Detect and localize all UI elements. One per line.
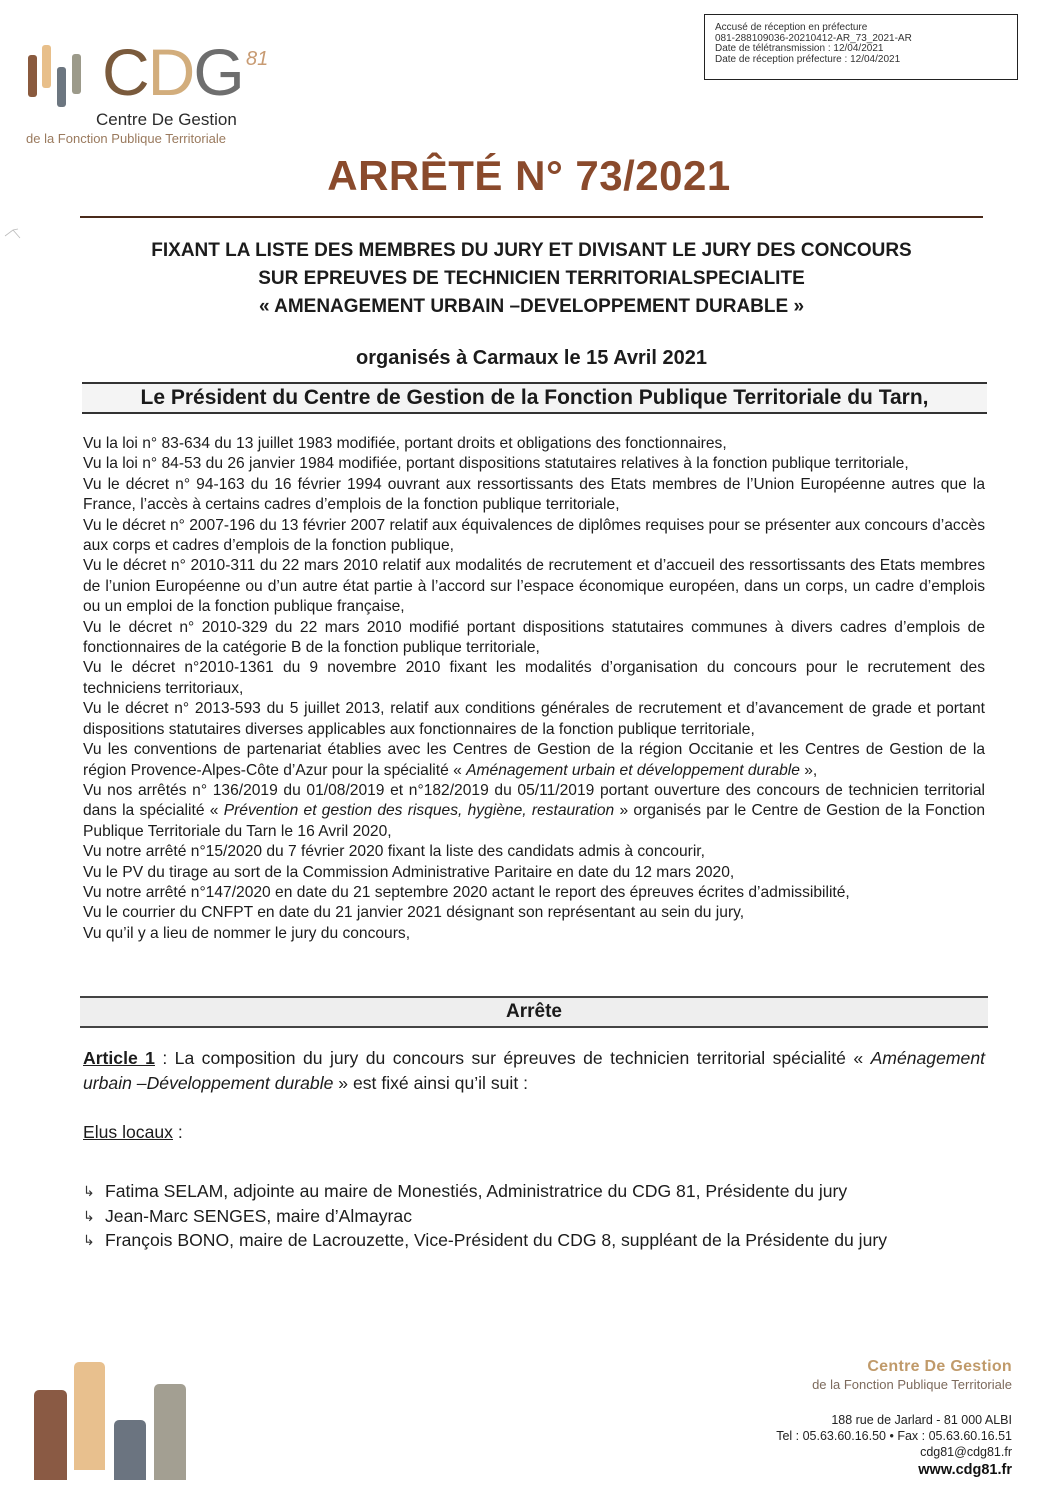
visa-text: Vu les conventions de partenariat établies avec les Centres de Gestion de la région Occitanie et les Centres de Gestion de la région Provence-Alpes-Côte d’Azur pour la spécialité « xyxy=(83,741,985,779)
elus-heading xyxy=(83,1122,183,1143)
footer-logo-bars xyxy=(30,1360,160,1490)
visa-item: Vu la loi n° 83-634 du 13 juillet 1983 modifiée, portant droits et obligations des fonctionnaires, xyxy=(83,435,727,452)
footer-address: 188 rue de Jarlard - 81 000 ALBI xyxy=(831,1413,1012,1427)
visa-item: Vu le décret n°2010-1361 du 9 novembre 2010 fixant les modalités d’organisation du concours pour le recrutement des techniciens territoriaux, xyxy=(83,659,985,697)
visa-text: » organisés par le Centre de Gestion de la Fonction Publique Territoriale du Tarn le 16 Avril 2020, xyxy=(83,802,985,840)
visa-item: Vu le PV du tirage au sort de la Commission Administrative Paritaire en date du 12 mars 2020, xyxy=(83,863,735,881)
visa-text: », xyxy=(799,761,818,779)
footer-phone-fax: Tel : 05.63.60.16.50 • Fax : 05.63.60.16.51 xyxy=(776,1429,1012,1443)
document-subtitle xyxy=(80,237,983,321)
jury-members-list xyxy=(83,1179,1003,1253)
cdg81-logo xyxy=(26,35,276,150)
stamp-line: Date de réception préfecture : 12/04/2021 xyxy=(715,53,901,65)
article-1 xyxy=(83,1046,985,1096)
stamp-line: 081-288109036-20210412-AR_73_2021-AR xyxy=(715,32,912,44)
visa-item: Vu la loi n° 84-53 du 26 janvier 1984 modifiée, portant dispositions statutaires relatives à la fonction publique territoriale, xyxy=(83,455,909,473)
footer-contact xyxy=(776,1358,1012,1480)
elus-label: Elus locaux xyxy=(83,1122,173,1142)
scan-mark-icon xyxy=(4,226,24,246)
stamp-line: Date de télétransmission : 12/04/2021 xyxy=(715,43,884,54)
prefecture-receipt-stamp xyxy=(704,14,1018,80)
subtitle-line: SUR EPREUVES DE TECHNICIEN TERRITORIALSPECIALITE xyxy=(258,268,805,289)
logo-superscript: 81 xyxy=(246,48,269,70)
article-italic: Aménagement urbain –Développement durable xyxy=(83,1048,985,1093)
visas-list xyxy=(83,434,985,944)
logo-letter-c: C xyxy=(102,35,148,109)
visa-item: Vu le décret n° 2010-311 du 22 mars 2010 relatif aux modalités de recrutement et d’accueil des ressortissants des Etats membres de l’union Européenne ou d’un autre état partie à l’accord sur l’espace économique européen, dans un corps, un cadre d’emplois ou un emploi de la fonction publique française, xyxy=(83,557,985,616)
logo-bar xyxy=(28,55,37,97)
logo-bar xyxy=(42,45,51,88)
visa-item: Vu qu’il y a lieu de nommer le jury du concours, xyxy=(83,924,411,942)
member-text: Fatima SELAM, adjointe au maire de Monestiés, Administratrice du CDG 81, Présidente du jury xyxy=(105,1181,848,1201)
arrow-bullet-icon: ↳ xyxy=(83,1232,95,1248)
visa-item: Vu le courrier du CNFPT en date du 21 janvier 2021 désignant son représentant au sein du jury, xyxy=(83,904,745,922)
visa-text: Vu nos arrêtés n° 136/2019 du 01/08/2019 et n°182/2019 du 05/11/2019 portant ouverture des concours de technicien territorial dans la spécialité « xyxy=(83,781,985,820)
visa-italic: Prévention et gestion des risques, hygiène, restauration xyxy=(223,802,615,820)
visa-italic: Aménagement urbain et développement durable xyxy=(466,761,800,779)
arrete-heading: Arrête xyxy=(80,996,988,1028)
footer-bar xyxy=(34,1390,67,1480)
footer-org-subtitle: de la Fonction Publique Territoriale xyxy=(812,1377,1012,1392)
logo-bar xyxy=(57,67,66,107)
subtitle-line: « AMENAGEMENT URBAIN –DEVELOPPEMENT DURABLE » xyxy=(258,296,805,317)
logo-letter-d: D xyxy=(147,35,194,109)
footer-bar xyxy=(114,1420,146,1480)
logo-line2: de la Fonction Publique Territoriale xyxy=(26,131,226,146)
visa-item: Vu le décret n° 2013-593 du 5 juillet 2013, relatif aux conditions générales de recrutement et d’avancement de grade et portant dispositions statutaires diverses applicables aux fonctionnaires de la fonction publique territoriale, xyxy=(83,700,985,738)
visa-item: Vu le décret n° 2010-329 du 22 mars 2010 modifié portant dispositions statutaires communes à divers cadres d’emplois de fonctionnaires de la catégorie B de la fonction publique territoriale, xyxy=(83,618,985,657)
visa-item xyxy=(83,781,985,842)
title-divider xyxy=(80,216,983,218)
president-heading: Le Président du Centre de Gestion de la Fonction Publique Territoriale du Tarn, xyxy=(82,382,987,414)
footer-email[interactable]: cdg81@cdg81.fr xyxy=(920,1445,1012,1459)
visa-item: Vu notre arrêté n°147/2020 en date du 21 septembre 2020 actant le report des épreuves écrites d’admissibilité, xyxy=(83,883,850,901)
jury-member xyxy=(83,1179,1003,1204)
visa-item: Vu le décret n° 2007-196 du 13 février 2007 relatif aux équivalences de diplômes requises pour se présenter aux concours d’accès aux corps et cadres d’emplois de la fonction publique, xyxy=(83,516,985,555)
jury-member xyxy=(83,1228,1003,1253)
subtitle-line: FIXANT LA LISTE DES MEMBRES DU JURY ET DIVISANT LE JURY DES CONCOURS xyxy=(151,240,912,261)
article-text: » est fixé ainsi qu’il suit : xyxy=(333,1073,529,1093)
footer-bar xyxy=(74,1362,105,1470)
visa-item: Vu notre arrêté n°15/2020 du 7 février 2020 fixant la liste des candidats admis à concourir, xyxy=(83,843,705,861)
logo-letter-g: G xyxy=(193,35,243,109)
member-text: François BONO, maire de Lacrouzette, Vice-Président du CDG 8, suppléant de la Présidente du jury xyxy=(105,1230,888,1250)
article-text: : La composition du jury du concours sur épreuves de technicien territorial spécialité « xyxy=(154,1048,871,1068)
organised-date: organisés à Carmaux le 15 Avril 2021 xyxy=(356,347,707,369)
logo-bar xyxy=(72,54,81,94)
article-label: Article 1 xyxy=(83,1048,155,1068)
document-title: ARRÊTÉ N° 73/2021 xyxy=(327,152,731,199)
logo-wordmark xyxy=(102,34,243,110)
elus-suffix: : xyxy=(172,1122,183,1142)
logo-line1: Centre De Gestion xyxy=(96,110,237,129)
footer-website[interactable]: www.cdg81.fr xyxy=(918,1462,1012,1478)
footer-bar xyxy=(154,1384,186,1480)
arrow-bullet-icon: ↳ xyxy=(83,1183,95,1199)
footer-org-name: Centre De Gestion xyxy=(867,1358,1012,1375)
member-text: Jean-Marc SENGES, maire d’Almayrac xyxy=(105,1205,412,1226)
visa-item: Vu le décret n° 94-163 du 16 février 1994 ouvrant aux ressortissants des Etats membres de l’Union Européenne autres que la France, l’accès à certains cadres d’emplois de la fonction publique territoriale, xyxy=(83,475,985,514)
jury-member xyxy=(83,1204,1003,1229)
visa-item xyxy=(83,740,985,781)
stamp-line: Accusé de réception en préfecture xyxy=(715,22,868,33)
arrow-bullet-icon: ↳ xyxy=(83,1207,95,1224)
